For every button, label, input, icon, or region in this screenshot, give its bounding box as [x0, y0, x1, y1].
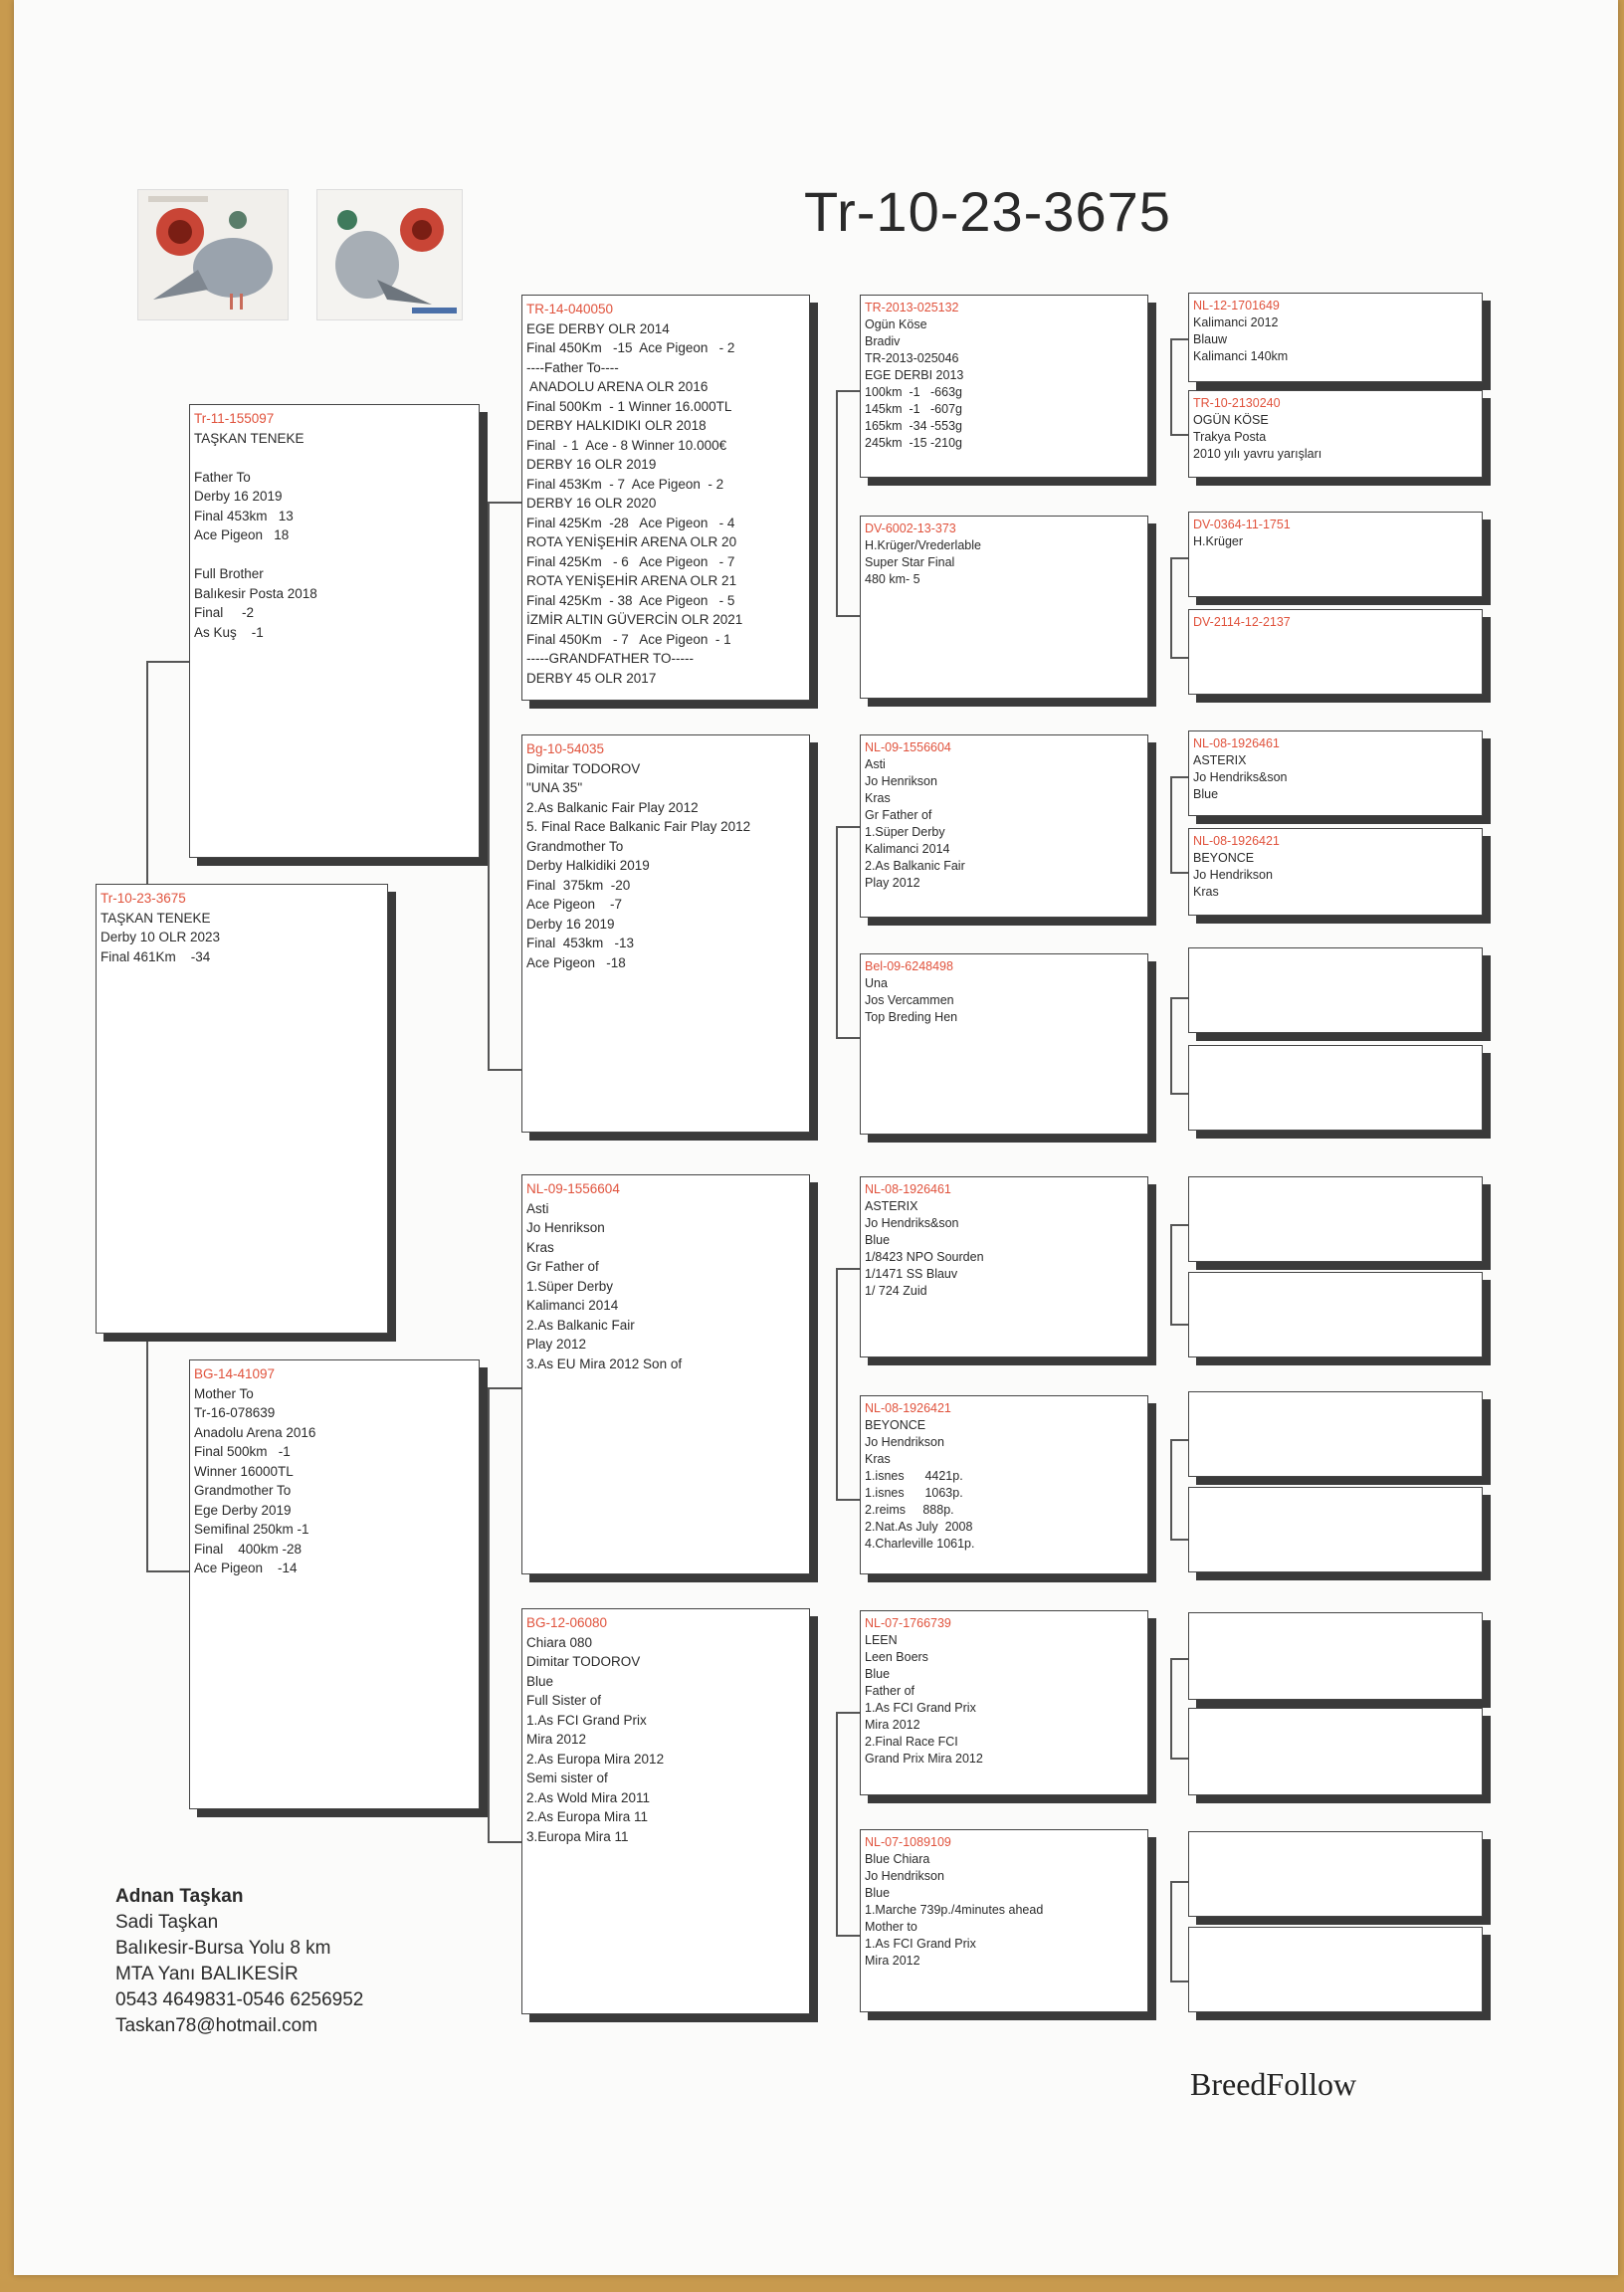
pedigree-box-sire-sire [521, 295, 810, 701]
pedigree-box-dam-dam-sire [860, 1610, 1148, 1795]
pedigree-line: Blue [526, 1673, 554, 1689]
pedigree-line: EGE DERBI 2013 [865, 368, 964, 382]
owner-email: Taskan78@hotmail.com [115, 2015, 318, 2036]
pedigree-line: 1.Marche 739p./4minutes ahead [865, 1903, 1044, 1917]
pedigree-line: ROTA YENİŞEHİR ARENA OLR 20 [526, 534, 737, 549]
pedigree-line: "UNA 35" [526, 780, 583, 795]
pedigree-line: Kalimanci 140km [1193, 349, 1289, 363]
pedigree-line: Jo Hendrikson [865, 1869, 944, 1883]
pedigree-line: 1.Süper Derby [526, 1278, 614, 1294]
pedigree-line: Grandmother To [194, 1483, 292, 1498]
pedigree-line: Gr Father of [865, 808, 932, 822]
ring-number: DV-0364-11-1751 [1193, 518, 1291, 531]
pedigree-line: Asti [865, 757, 886, 771]
pedigree-line: TAŞKAN TENEKE [194, 430, 304, 446]
pedigree-line: Final 375km -20 [526, 877, 631, 893]
pedigree-box-g4-4 [1188, 609, 1483, 695]
pedigree-line: Blue [865, 1233, 891, 1247]
pedigree-line: 5. Final Race Balkanic Fair Play 2012 [526, 819, 751, 834]
pedigree-box-sire [189, 404, 480, 858]
ring-number: NL-08-1926461 [1193, 736, 1280, 750]
owner-phone: 0543 4649831-0546 6256952 [115, 1989, 364, 2010]
pedigree-box-sire-dam-sire [860, 734, 1148, 918]
pedigree-line: Full Sister of [526, 1693, 602, 1708]
pedigree-line: Jos Vercammen [865, 993, 954, 1007]
pedigree-line: TR-2013-025046 [865, 351, 959, 365]
pedigree-line: Final 453Km - 7 Ace Pigeon - 2 [526, 476, 724, 492]
ring-number: Bg-10-54035 [526, 741, 605, 756]
pedigree-line: Ace Pigeon -18 [526, 954, 626, 970]
pedigree-box-g4-1 [1188, 293, 1483, 382]
pedigree-line: Blue Chiara [865, 1852, 930, 1866]
pedigree-box-sire-dam [521, 734, 810, 1133]
pedigree-line: Final 500Km - 1 Winner 16.000TL [526, 398, 732, 414]
pedigree-line: Final 453km -13 [526, 936, 635, 950]
pedigree-line: 1/1471 SS Blauv [865, 1267, 958, 1281]
pedigree-line: Jo Hendrikson [1193, 868, 1273, 882]
pedigree-line: BEYONCE [1193, 851, 1255, 865]
pigeon-photo-left [137, 189, 289, 320]
pedigree-line: İZMİR ALTIN GÜVERCİN OLR 2021 [526, 612, 743, 627]
ring-number: NL-08-1926421 [865, 1401, 951, 1415]
pedigree-line: Ace Pigeon -14 [194, 1561, 298, 1575]
pedigree-line: Kras [865, 791, 891, 805]
pedigree-line: Mira 2012 [865, 1954, 920, 1968]
ring-number: NL-07-1089109 [865, 1835, 951, 1849]
pedigree-line: Mother to [865, 1920, 917, 1934]
pedigree-line: Final 450Km -15 Ace Pigeon - 2 [526, 340, 735, 355]
pedigree-line: Ogün Köse [865, 317, 927, 331]
pedigree-line: Blue [865, 1886, 891, 1900]
ring-number: BG-14-41097 [194, 1366, 276, 1381]
pedigree-line: Una [865, 976, 888, 990]
pedigree-line: Semi sister of [526, 1771, 608, 1785]
pedigree-line [194, 545, 475, 565]
pedigree-line: 2010 yılı yavru yarışları [1193, 447, 1322, 461]
pedigree-box-dam-dam [521, 1608, 810, 2014]
pedigree-line: Final 425Km - 6 Ace Pigeon - 7 [526, 553, 735, 569]
pedigree-line: Mother To [194, 1385, 254, 1401]
pedigree-line: Top Breding Hen [865, 1010, 958, 1024]
owner-line: Balıkesir-Bursa Yolu 8 km [115, 1938, 331, 1959]
pedigree-line: H.Krüger [1193, 534, 1244, 548]
pedigree-line: Chiara 080 [526, 1634, 593, 1650]
pedigree-line: 480 km- 5 [865, 572, 920, 586]
pedigree-line: Final 500km -1 [194, 1444, 291, 1459]
owner-line: MTA Yanı BALIKESİR [115, 1964, 299, 1984]
pedigree-line: Kalimanci 2012 [1193, 315, 1279, 329]
pedigree-line: Ace Pigeon -7 [526, 897, 623, 912]
pedigree-box-subject [96, 884, 388, 1334]
pedigree-line: Final 450Km - 7 Ace Pigeon - 1 [526, 631, 731, 647]
pedigree-line: 1/8423 NPO Sourden [865, 1250, 984, 1264]
pedigree-line: 1.As FCI Grand Prix [526, 1712, 647, 1728]
pedigree-line: Mira 2012 [526, 1732, 587, 1747]
ring-number: NL-09-1556604 [865, 740, 951, 754]
ring-number: BG-12-06080 [526, 1615, 608, 1630]
pedigree-line: Final 425Km -28 Ace Pigeon - 4 [526, 515, 735, 530]
pedigree-line [194, 448, 475, 468]
pedigree-line: As Kuş -1 [194, 624, 264, 640]
pedigree-line: Gr Father of [526, 1259, 599, 1274]
pedigree-line: BEYONCE [865, 1418, 926, 1432]
ring-number: TR-2013-025132 [865, 301, 959, 314]
ring-number: NL-08-1926461 [865, 1182, 951, 1196]
pedigree-line: Kalimanci 2014 [526, 1298, 619, 1313]
pedigree-line: ----Father To---- [526, 359, 619, 375]
ring-number: Bel-09-6248498 [865, 959, 953, 973]
pedigree-box-g4-8 [1188, 1045, 1483, 1131]
pedigree-line: 1.isnes 4421p. [865, 1469, 963, 1483]
pedigree-line: Jo Hendrikson [865, 1435, 944, 1449]
ring-number: Tr-10-23-3675 [101, 891, 186, 906]
pedigree-line: Derby Halkidiki 2019 [526, 858, 650, 873]
pedigree-line: DERBY 16 OLR 2019 [526, 457, 657, 472]
pedigree-line: Blue [1193, 787, 1219, 801]
pedigree-box-dam-sire-dam [860, 1395, 1148, 1574]
pedigree-line: Jo Henrikson [526, 1220, 605, 1235]
pedigree-line: Anadolu Arena 2016 [194, 1424, 316, 1440]
pedigree-line: 245km -15 -210g [865, 436, 962, 450]
pedigree-line: -----GRANDFATHER TO----- [526, 651, 694, 666]
ring-number: NL-12-1701649 [1193, 299, 1280, 313]
pedigree-line: 2.As Balkanic Fair Play 2012 [526, 799, 699, 815]
pedigree-line: 2.As Balkanic Fair [865, 859, 965, 873]
pigeon-photos [137, 189, 461, 318]
pedigree-box-g4-15 [1188, 1831, 1483, 1917]
pedigree-line: 1.As FCI Grand Prix [865, 1701, 976, 1715]
ring-number: NL-09-1556604 [526, 1181, 620, 1196]
pedigree-line: ASTERIX [865, 1199, 918, 1213]
pedigree-line: Dimitar TODOROV [526, 760, 641, 776]
ring-number: DV-6002-13-373 [865, 521, 956, 535]
pedigree-line: 3.As EU Mira 2012 Son of [526, 1355, 683, 1371]
pedigree-box-g4-16 [1188, 1927, 1483, 2012]
pedigree-line: Full Brother [194, 566, 264, 581]
brand-logo: BreedFollow [1190, 2066, 1357, 2102]
pedigree-line: Blue [865, 1667, 891, 1681]
pedigree-line: Blauw [1193, 332, 1228, 346]
pedigree-box-g4-11 [1188, 1391, 1483, 1477]
pedigree-box-sire-dam-dam [860, 953, 1148, 1135]
pedigree-line: DERBY 45 OLR 2017 [526, 670, 657, 686]
pedigree-line: Balıkesir Posta 2018 [194, 585, 317, 601]
pedigree-line: 3.Europa Mira 11 [526, 1828, 629, 1844]
pedigree-line: DERBY HALKIDIKI OLR 2018 [526, 418, 707, 433]
ring-number: NL-07-1766739 [865, 1616, 951, 1630]
pedigree-line: Father To [194, 469, 251, 485]
pedigree-line: 2.As Europa Mira 11 [526, 1809, 649, 1824]
pedigree-line: Kras [526, 1239, 554, 1255]
pedigree-line: ROTA YENİŞEHİR ARENA OLR 21 [526, 573, 737, 588]
pedigree-line: Dimitar TODOROV [526, 1654, 641, 1669]
pedigree-line: Winner 16000TL [194, 1463, 294, 1479]
pedigree-line: 1.As FCI Grand Prix [865, 1937, 976, 1951]
pedigree-line: 1.Süper Derby [865, 825, 945, 839]
pedigree-line: Derby 16 2019 [526, 916, 615, 932]
pedigree-line: H.Krüger/Vrederlable [865, 538, 981, 552]
pedigree-box-g4-12 [1188, 1487, 1483, 1572]
pedigree-line: Derby 10 OLR 2023 [101, 930, 221, 944]
pedigree-line: 1/ 724 Zuid [865, 1284, 927, 1298]
pedigree-line: Final 425Km - 38 Ace Pigeon - 5 [526, 592, 735, 608]
pedigree-line: ANADOLU ARENA OLR 2016 [526, 379, 709, 394]
pedigree-line: Jo Hendriks&son [865, 1216, 959, 1230]
pedigree-box-sire-sire-sire [860, 295, 1148, 478]
pedigree-line: Derby 16 2019 [194, 489, 283, 504]
pedigree-line: 2.As Balkanic Fair [526, 1317, 635, 1333]
pedigree-line: Semifinal 250km -1 [194, 1522, 309, 1537]
ring-number: DV-2114-12-2137 [1193, 615, 1291, 629]
pedigree-line: Trakya Posta [1193, 430, 1267, 444]
pedigree-line: Asti [526, 1200, 549, 1216]
pedigree-box-g4-10 [1188, 1272, 1483, 1357]
pigeon-photo-right [316, 189, 463, 320]
pedigree-line: 145km -1 -607g [865, 402, 962, 416]
pedigree-line: Final 400km -28 [194, 1541, 303, 1557]
pedigree-box-g4-14 [1188, 1708, 1483, 1795]
pedigree-line: 2.As Wold Mira 2011 [526, 1789, 651, 1805]
pedigree-line: LEEN [865, 1633, 898, 1647]
pedigree-line: Father of [865, 1684, 915, 1698]
pedigree-line: Final 453km 13 [194, 508, 294, 523]
pedigree-box-g4-2 [1188, 390, 1483, 478]
pedigree-line: Grandmother To [526, 838, 624, 854]
pedigree-line: 2.Nat.As July 2008 [865, 1520, 973, 1534]
pedigree-line: Jo Henrikson [865, 774, 937, 788]
pedigree-box-dam [189, 1359, 480, 1809]
pedigree-line: Kalimanci 2014 [865, 842, 950, 856]
pedigree-box-dam-dam-dam [860, 1829, 1148, 2012]
pedigree-line: EGE DERBY OLR 2014 [526, 320, 670, 336]
pedigree-line: 2.As Europa Mira 2012 [526, 1751, 665, 1767]
pedigree-line: Grand Prix Mira 2012 [865, 1752, 983, 1766]
pedigree-line: Final -2 [194, 605, 255, 620]
pedigree-box-g4-5 [1188, 730, 1483, 816]
pedigree-line: Play 2012 [865, 876, 920, 890]
pedigree-line: Play 2012 [526, 1337, 587, 1352]
pedigree-line: 100km -1 -663g [865, 385, 962, 399]
owner-name: Adnan Taşkan [115, 1886, 244, 1907]
pedigree-line: Super Star Final [865, 555, 955, 569]
pedigree-title: Tr-10-23-3675 [804, 180, 1171, 243]
pedigree-line: Kras [865, 1452, 891, 1466]
pedigree-line: 2.reims 888p. [865, 1503, 954, 1517]
owner-line: Sadi Taşkan [115, 1912, 219, 1933]
ring-number: TR-14-040050 [526, 302, 614, 316]
pedigree-box-dam-sire-sire [860, 1176, 1148, 1357]
pedigree-box-sire-sire-dam [860, 516, 1148, 699]
pedigree-line: DERBY 16 OLR 2020 [526, 496, 657, 511]
pedigree-box-g4-13 [1188, 1612, 1483, 1700]
pedigree-line: Ege Derby 2019 [194, 1502, 292, 1518]
pedigree-line: ASTERIX [1193, 753, 1247, 767]
pedigree-line: Mira 2012 [865, 1718, 920, 1732]
pedigree-box-dam-sire [521, 1174, 810, 1574]
pedigree-line: Ace Pigeon 18 [194, 527, 290, 542]
ring-number: Tr-11-155097 [194, 411, 275, 426]
pedigree-line: Final 461Km -34 [101, 948, 211, 964]
pedigree-line: 165km -34 -553g [865, 419, 962, 433]
pedigree-line: Kras [1193, 885, 1219, 899]
owner-contact [115, 1884, 363, 2039]
pedigree-line: OGÜN KÖSE [1193, 413, 1269, 427]
pedigree-line: Leen Boers [865, 1650, 928, 1664]
pedigree-line: 4.Charleville 1061p. [865, 1537, 975, 1551]
pedigree-box-g4-3 [1188, 512, 1483, 597]
pedigree-box-g4-9 [1188, 1176, 1483, 1262]
pedigree-line: 1.isnes 1063p. [865, 1486, 963, 1500]
pedigree-line: Tr-16-078639 [194, 1405, 276, 1420]
pedigree-line: TAŞKAN TENEKE [101, 910, 211, 926]
ring-number: NL-08-1926421 [1193, 834, 1280, 848]
pedigree-line: Final - 1 Ace - 8 Winner 10.000€ [526, 437, 727, 453]
ring-number: TR-10-2130240 [1193, 396, 1281, 410]
pedigree-line: 2.Final Race FCI [865, 1735, 958, 1749]
pedigree-box-g4-7 [1188, 947, 1483, 1033]
pedigree-line: Jo Hendriks&son [1193, 770, 1288, 784]
pedigree-box-g4-6 [1188, 828, 1483, 916]
pedigree-line: Bradiv [865, 334, 901, 348]
